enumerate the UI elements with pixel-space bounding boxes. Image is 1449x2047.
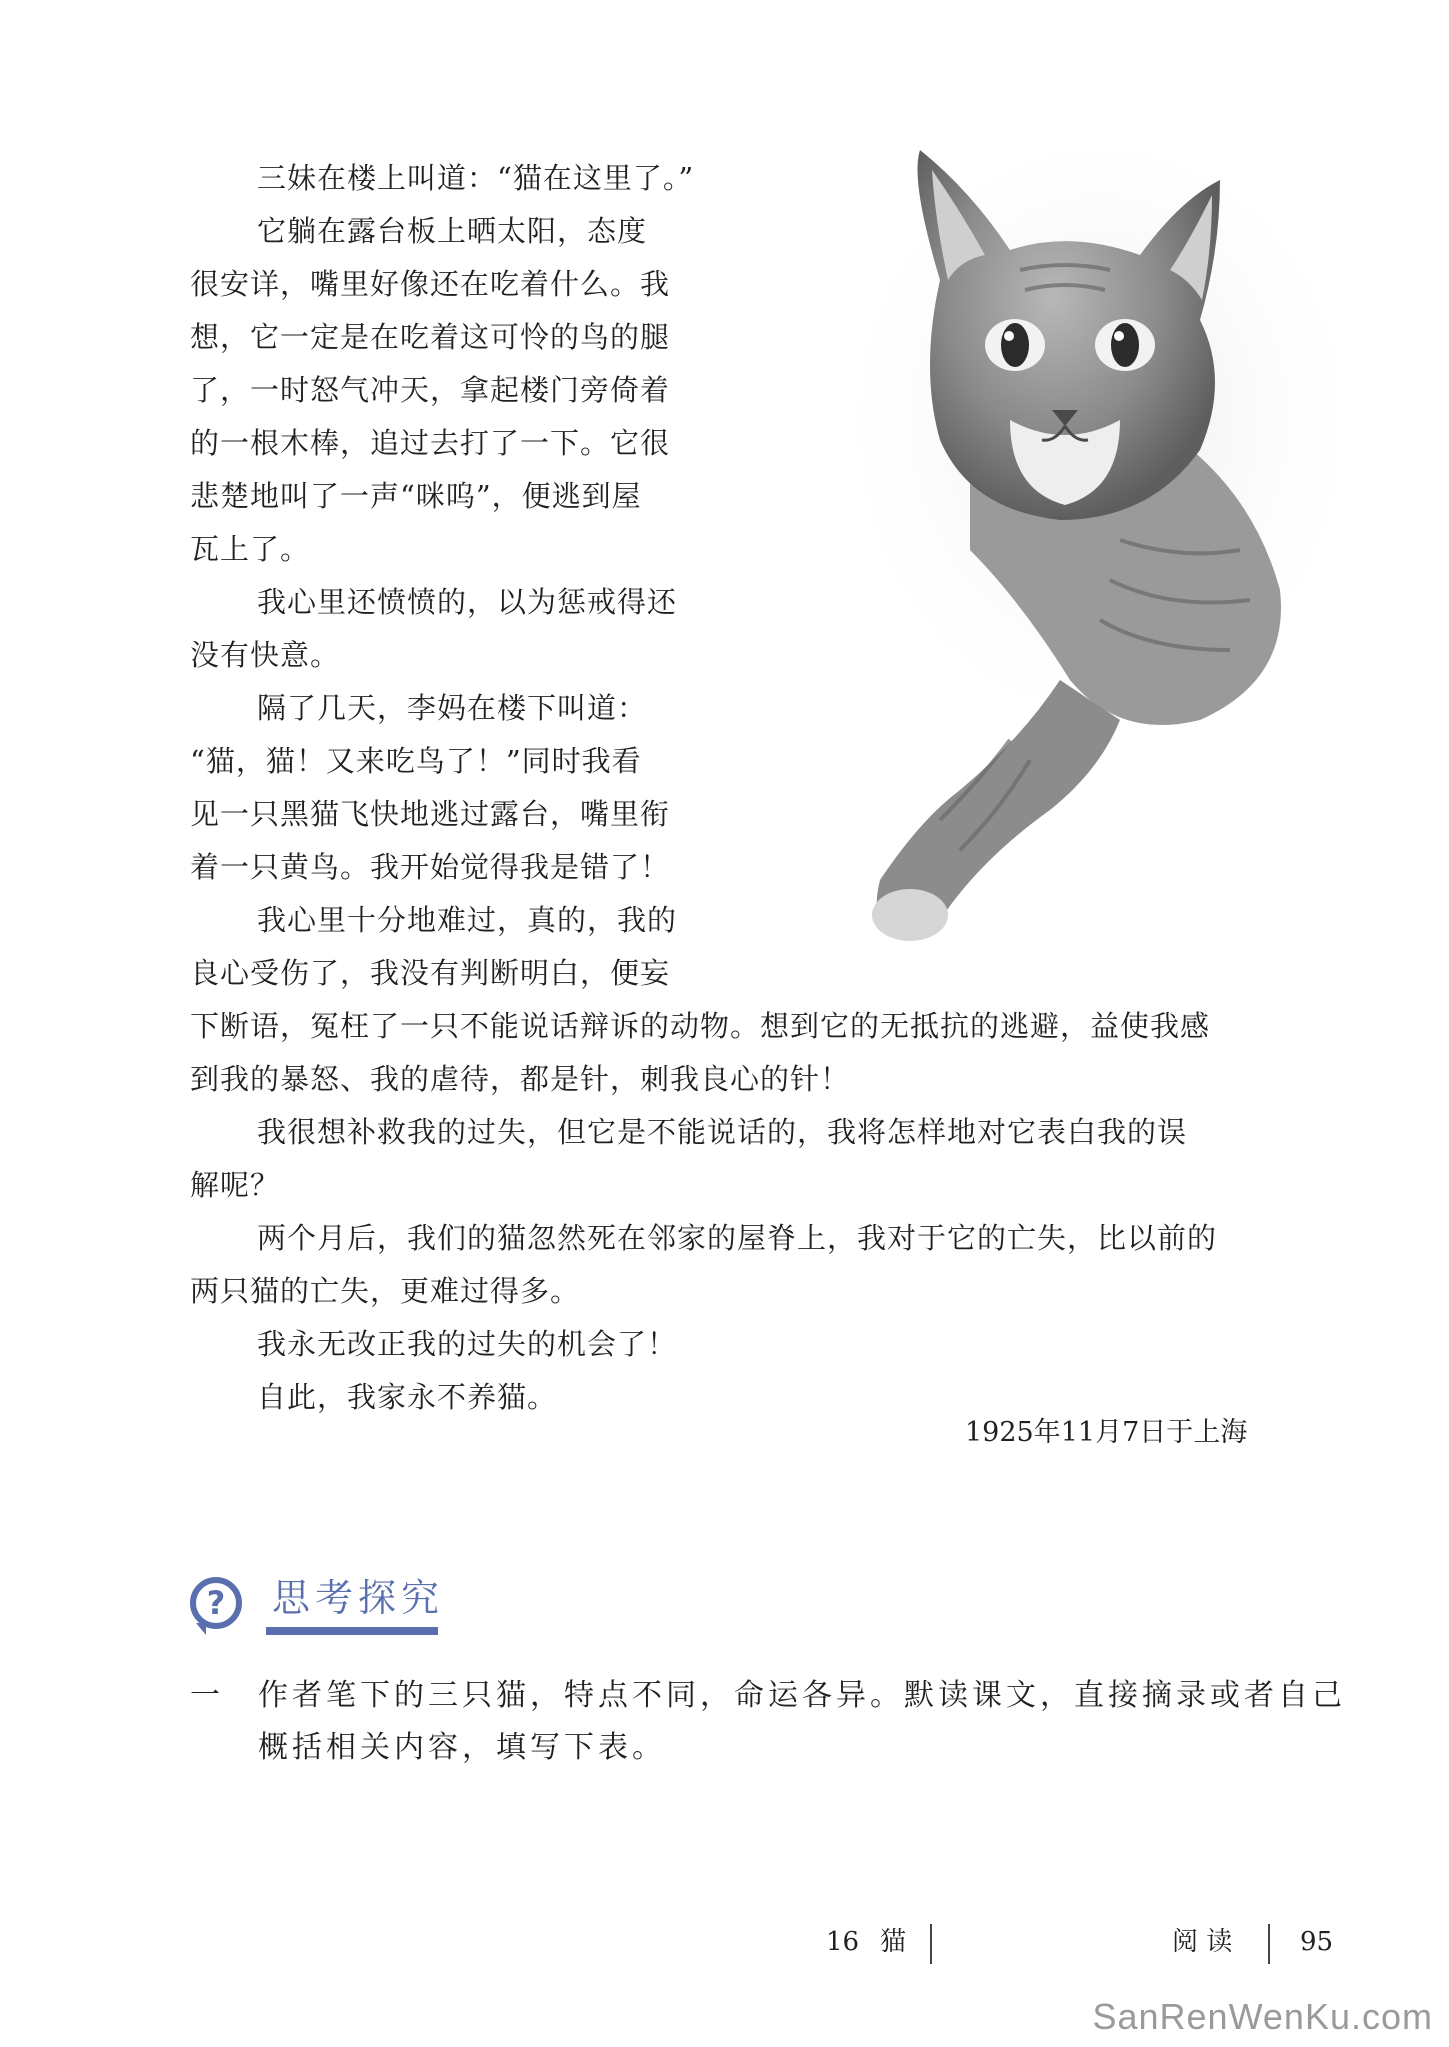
body-line: “猫，猫！又来吃鸟了！”同时我看 [190,744,642,778]
body-line: 到我的暴怒、我的虐待，都是针，刺我良心的针！ [190,1062,851,1096]
body-line: 瓦上了。 [190,532,311,566]
body-line: 两个月后，我们的猫忽然死在邻家的屋脊上，我对于它的亡失，比以前的 [257,1221,1218,1255]
body-line: 解呢？ [190,1168,281,1202]
body-line: 了，一时怒气冲天，拿起楼门旁倚着 [190,373,671,407]
body-line: 想，它一定是在吃着这可怜的鸟的腿 [190,320,671,354]
body-line: 我心里还愤愤的，以为惩戒得还 [257,585,678,619]
footer-lesson-title: 猫 [880,1927,907,1957]
footer-divider [1268,1924,1270,1964]
body-line: 的一根木棒，追过去打了一下。它很 [190,426,671,460]
body-line: 我很想补救我的过失，但它是不能说话的，我将怎样地对它表白我的误 [257,1115,1188,1149]
body-line: 没有快意。 [190,638,341,672]
cat-illustration [820,120,1340,980]
footer-divider [930,1924,932,1964]
page-number: 95 [1300,1927,1334,1957]
section-header [190,1565,450,1655]
body-line: 它躺在露台板上晒太阳，态度 [257,214,648,248]
question-line: 作者笔下的三只猫，特点不同，命运各异。默读课文，直接摘录或者自己 [258,1678,1346,1713]
body-line: 自此，我家永不养猫。 [257,1380,558,1414]
section-underline [266,1627,438,1635]
body-line: 良心受伤了，我没有判断明白，便妄 [190,956,671,990]
body-line: 我永无改正我的过失的机会了！ [257,1327,678,1361]
footer-unit: 阅 读 [1172,1927,1233,1957]
body-line: 三妹在楼上叫道：“猫在这里了。” [257,161,695,195]
watermark: SanRenWenKu.com [1092,1996,1433,2037]
body-line: 下断语，冤枉了一只不能说话辩诉的动物。想到它的无抵抗的逃避，益使我感 [190,1009,1211,1043]
section-title: 思考探究 [272,1576,445,1620]
body-line: 隔了几天，李妈在楼下叫道： [257,691,648,725]
body-line: 两只猫的亡失，更难过得多。 [190,1274,581,1308]
question-line: 概括相关内容，填写下表。 [258,1730,666,1765]
question-circle-icon: ? [190,1577,242,1629]
body-line: 很安详，嘴里好像还在吃着什么。我 [190,267,671,301]
body-line: 悲楚地叫了一声“咪呜”，便逃到屋 [190,479,642,513]
footer-lesson-number: 16 [826,1927,860,1957]
body-line: 见一只黑猫飞快地逃过露台，嘴里衔 [190,797,671,831]
dateline: 1925年11月7日于上海 [965,1417,1248,1448]
question-number: 一 [190,1678,220,1713]
body-line: 我心里十分地难过，真的，我的 [257,903,678,937]
body-line: 着一只黄鸟。我开始觉得我是错了！ [190,850,671,884]
question-circle-tail [196,1623,206,1635]
